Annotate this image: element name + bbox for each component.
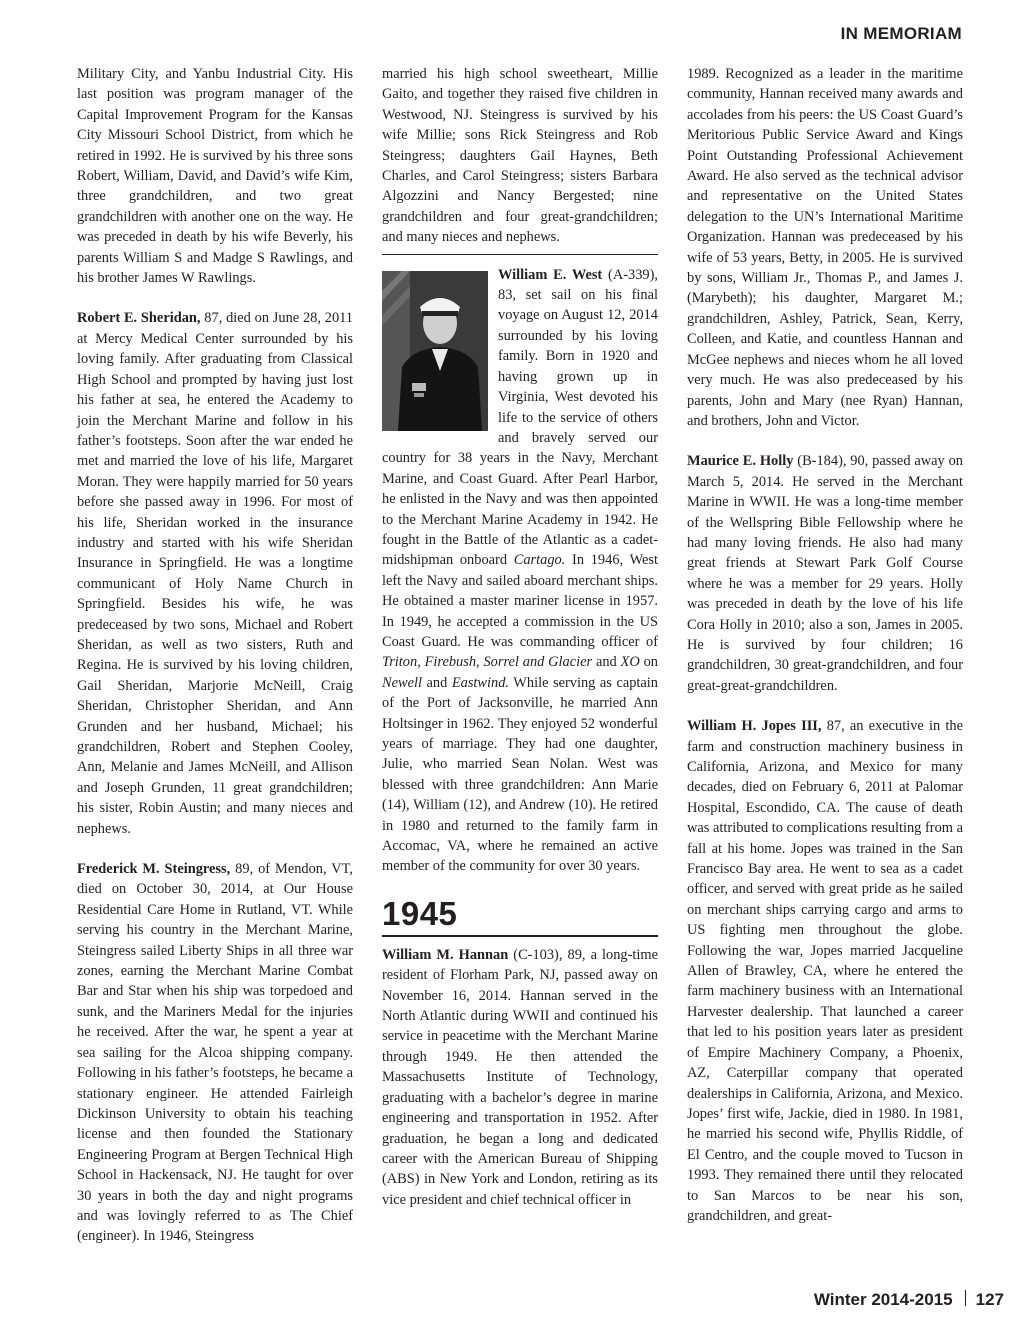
steingress-name: Frederick M. Steingress, — [77, 861, 231, 878]
column-1 — [77, 64, 353, 1247]
west-text-3: and — [592, 654, 621, 671]
holly-text: (B-184), 90, passed away on March 5, 2014. He served in the Merchant Marine in WWII. He was a long-time member of the Wellspring Bible Fellowship where he had many loving friends. He also had many great friends at Stewart Park Golf Course where he was a member for 29 years. Holly was preceded in death by the love of his life Cora Holly in 2010; also a son, James in 2005. He is survived by four children; 16 grandchildren, 30 great-grandchildren, and four great-great-grandchildren. — [687, 453, 963, 694]
year-rule — [382, 935, 658, 937]
footer-separator — [965, 1290, 966, 1306]
west-ship-cartago: Cartago. — [513, 552, 566, 569]
west-text-6: While serving as captain of the Port of Jacksonville, he married Ann Holtsinger in 1962. They enjoyed 52 wonderful years of marriage. They had one daughter, Julie, who married Sean Nolan. West was blessed with three grandchildren: Ann Marie (14), William (12), and Andrew (10). He retired in 1980 and returned to the family farm in Accomac, VA, where he remained an active member of the community for over 30 years. — [382, 674, 658, 875]
hannan-obituary — [382, 945, 658, 1210]
west-text-4: on — [639, 654, 658, 671]
issue-label: Winter 2014-2015 — [813, 1290, 953, 1309]
hannan-text: (C-103), 89, a long-time resident of Florham Park, NJ, passed away on November 16, 2014. Hannan served in the North Atlantic during WWII and continued his service in peacetime with the Merchant Marine through 1949. He then attended the Massachusetts Institute of Technology, graduating with a bachelor’s degree in marine engineering and transportation in 1952. After graduation, he began a long and dedicated career with the American Bureau of Shipping (ABS) in New York and London, retiring as its vice president and chief technical officer in — [382, 946, 658, 1208]
steingress-text: 89, of Mendon, VT, died on October 30, 2014, at Our House Residential Care Home in Rutland, VT. While serving his country in the Merchant Marine, Steingress sailed Liberty Ships in all three war zones, earning the Merchant Marine Combat Bar and Star when his ship was torpedoed and sunk, and the Mariners Medal for the injuries he received. After the war, he spent a year at sea sailing for the Alcoa shipping company. Following in his father’s footsteps, he became a stationary engineer. He attended Fairleigh Dickinson University to obtain his teaching license and then founded the Stationary Engineering Program at Bergen Technical High School in Hackensack, NJ. He taught for over 30 years in both the day and night programs and was lovingly referred to as The Chief (engineer). In 1946, Steingress — [77, 861, 353, 1245]
column-2 — [382, 64, 658, 1210]
west-ships-commanded: Triton, Firebush, Sorrel and Glacier — [382, 654, 593, 671]
holly-obituary — [687, 451, 963, 696]
section-header: IN MEMORIAM — [840, 24, 962, 43]
sheridan-name: Robert E. Sheridan, — [77, 310, 201, 327]
jopes-obituary — [687, 716, 963, 1226]
west-obituary — [382, 265, 658, 877]
hannan-continued-paragraph: 1989. Recognized as a leader in the maritime community, Hannan received many awards and accolades from his peers: the US Coast Guard’s Meritorious Public Service Award and Kings Point Outstanding Professional Achievement Award. He also served as the technical advisor and representative on the United States delegation to the UN’s International Maritime Organization. Hannan was predeceased by his wife of 53 years, Betty, in 2005. He is survived by sons, William Jr., Thomas P., and James J. (Marybeth); his daughter, Margaret M.; grandchildren, Ashley, Patrick, Sean, Kerry, Colleen, and Katie, and countless Hannan and McGee nephews and nieces whom he all loved very much. He was also predeceased by his parents, John and Mary (nee Ryan) Hannan, and brothers, John and Victor. — [687, 66, 963, 429]
rawlings-continued-paragraph: Military City, and Yanbu Industrial City. His last position was program manager of the Capital Improvement Program for the Kansas City Missouri School District, from which he retired in 1992. He is survived by his three sons Robert, William, David, and David’s wife Kim, three grandchildren, and two great grandchildren with another one on the way. He was preceded in death by his wife Beverly, his parents William S and Madge S Rawlings, and his brother James W Rawlings. — [77, 66, 353, 287]
west-ship-eastwind: Eastwind. — [451, 674, 510, 691]
class-year-heading: 1945 — [382, 894, 458, 932]
jopes-name: William H. Jopes III, — [687, 718, 822, 735]
column-3 — [687, 64, 963, 1226]
divider — [382, 254, 658, 255]
holly-name: Maurice E. Holly — [687, 453, 794, 470]
jopes-text: 87, an executive in the farm and construction machinery business in California, Arizona, and Mexico for many decades, died on February 6, 2011 at Palomar Hospital, Escondido, CA. The cause of death was attributed to complications resulting from a fall at his home. Jopes was trained in the San Francisco Bay area. He went to sea as a cadet officer, and served with great pride as he sailed on merchant ships carrying cargo and arms to US fighting men throughout the globe. Following the war, Jopes married Jacqueline Allen of Brawley, CA, where he entered the farm machinery business with an International Harvester dealership. That launched a career that led to his position years later as president of Empire Machinery Company, a Phoenix, AZ, Caterpillar company that operated dealerships in California, Arizona, and Mexico. Jopes’ first wife, Jackie, died in 1980. In 1981, he married his second wife, Phyllis Riddle, of El Centro, and the couple moved to Tucson in 1993. They remained there until they relocated to San Marcos to be near his son, grandchildren, and great- — [687, 718, 964, 1224]
west-xo: XO — [620, 654, 640, 671]
page-number: 127 — [975, 1290, 1004, 1309]
page-footer — [814, 1290, 1004, 1310]
west-text-1: (A-339), 83, set sail on his final voyage on August 12, 2014 surrounded by his loving family. Born in 1920 and having grown up in Virginia, West devoted his life to the service of others and bravely served our country for 38 years in the Navy, Merchant Marine, and Coast Guard. After Pearl Harbor, he enlisted in the Navy and was then appointed to the Merchant Marine Academy in 1942. He fought in the Battle of the Atlantic as a cadet-midshipman onboard — [382, 266, 658, 569]
west-text-5: and — [421, 674, 452, 691]
west-ship-newell: Newell — [382, 674, 422, 691]
sheridan-text: 87, died on June 28, 2011 at Mercy Medical Center surrounded by his loving family. After graduating from Classical High School and prompted by having just lost his father at sea, he entered the Academy to join the Merchant Marine and follow in his father’s footsteps. Soon after the war ended he met and married the love of his life, Margaret Moran. They were happily married for 50 years before she passed away in 1996. For most of his life, Sheridan worked in the insurance industry and started with his wife Sheridan Insurance in Springfield. He was a longtime communicant of Holy Name Church in Springfield. Besides his wife, he was predeceased by two sons, Michael and Robert Sheridan, as well as two sisters, Ruth and Regina. He is survived by his loving children, Gail Sheridan, Marjorie McNeill, Craig Sheridan, Christopher Sheridan, and Ann Grunden and her husband, Michael; his grandchildren, Robert and Stephen Cooley, Ann, Melanie and James McNeill, and Allison and Joseph Grunden, 11 great grandchildren; his sister, Robin Austin; and many nieces and nephews. — [77, 310, 353, 837]
steingress-obituary — [77, 859, 353, 1247]
west-text-2: In 1946, West left the Navy and sailed aboard merchant ships. He obtained a master mariner license in 1957. In 1949, he accepted a commission in the US Coast Guard. He was commanding officer of — [382, 552, 658, 650]
steingress-continued-paragraph: married his high school sweetheart, Millie Gaito, and together they raised five children in Westwood, NJ. Steingress is survived by his wife Millie; sons Rick Steingress and Rob Steingress; daughters Gail Haynes, Beth Charles, and Carol Steingress; sisters Barbara Algozzini and Nancy Bergested; nine grandchildren and four great-grandchildren; and many nieces and nephews. — [382, 66, 658, 246]
sheridan-obituary — [77, 308, 353, 839]
hannan-name: William M. Hannan — [382, 946, 509, 963]
west-name: William E. West — [498, 266, 603, 283]
west-portrait-photo — [382, 271, 488, 431]
